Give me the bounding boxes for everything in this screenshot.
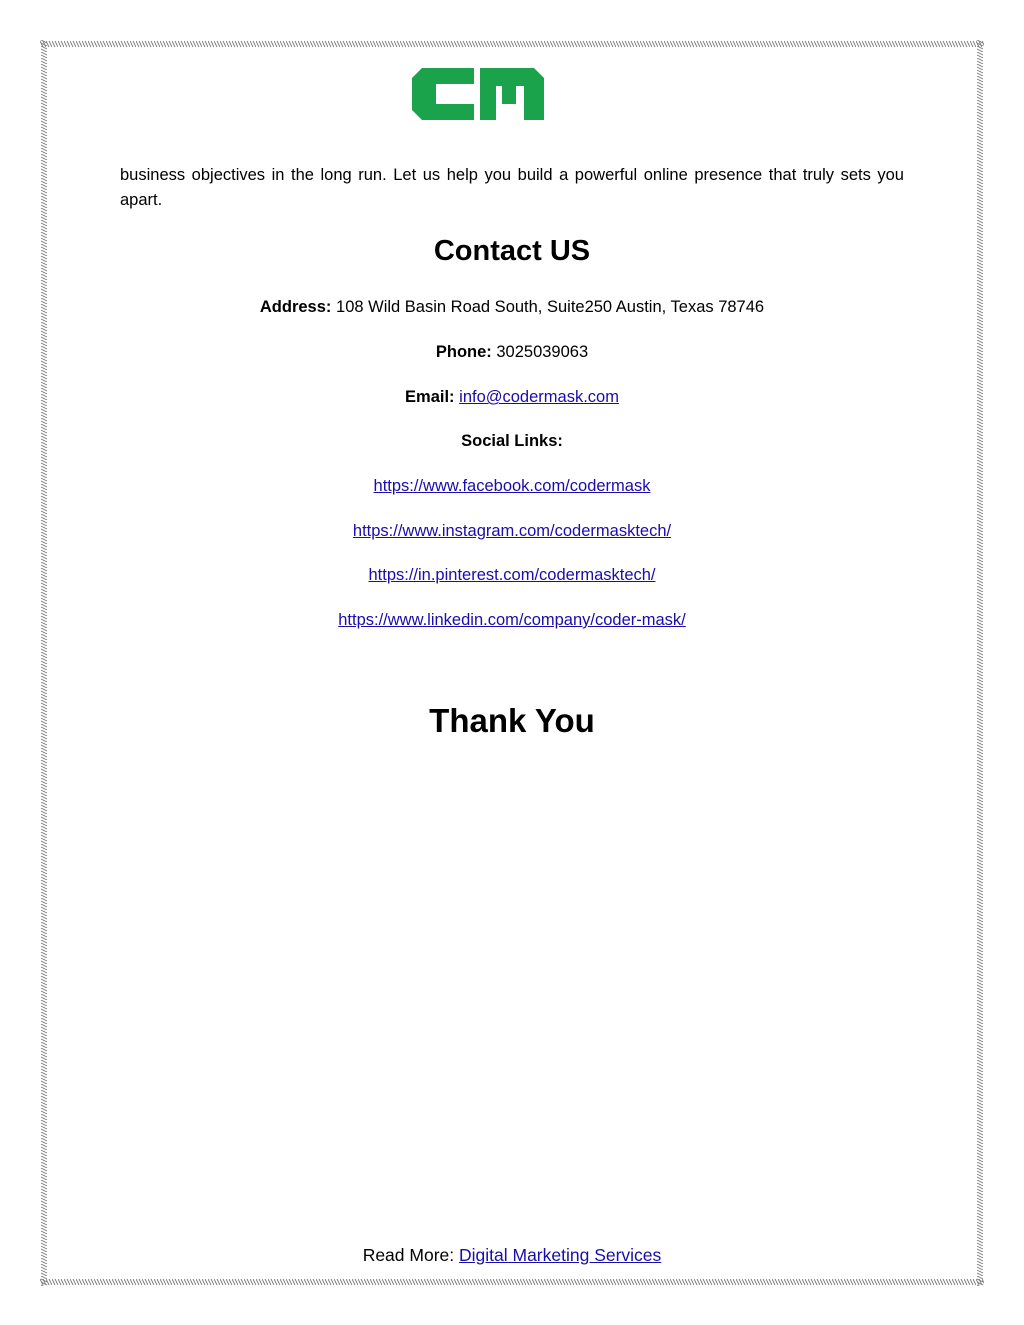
address-line bbox=[0, 296, 1024, 318]
read-more-line bbox=[0, 1243, 1024, 1267]
facebook-link[interactable]: https://www.facebook.com/codermask bbox=[373, 477, 651, 495]
social-links-label: Social Links: bbox=[461, 432, 563, 450]
social-links-label-line bbox=[0, 430, 1024, 452]
email-link[interactable]: info@codermask.com bbox=[459, 388, 619, 406]
instagram-link[interactable]: https://www.instagram.com/codermasktech/ bbox=[352, 522, 672, 540]
contact-heading: Contact US bbox=[433, 235, 591, 267]
digital-marketing-services-link[interactable]: Digital Marketing Services bbox=[459, 1245, 662, 1265]
border-right bbox=[976, 40, 984, 1286]
instagram-line bbox=[0, 520, 1024, 542]
email-label: Email: bbox=[405, 388, 455, 406]
linkedin-line bbox=[0, 609, 1024, 631]
read-more-label: Read More: bbox=[362, 1245, 455, 1265]
address-value: 108 Wild Basin Road South, Suite250 Austin, Texas 78746 bbox=[336, 298, 765, 316]
thank-you-heading: Thank You bbox=[429, 702, 595, 739]
pinterest-line bbox=[0, 564, 1024, 586]
border-left bbox=[40, 40, 48, 1286]
linkedin-link[interactable]: https://www.linkedin.com/company/coder-mask/ bbox=[338, 611, 686, 629]
codermask-logo bbox=[410, 64, 546, 124]
email-line bbox=[0, 386, 1024, 408]
phone-value: 3025039063 bbox=[496, 343, 589, 361]
pinterest-link[interactable]: https://in.pinterest.com/codermasktech/ bbox=[368, 566, 656, 584]
border-bottom bbox=[40, 1278, 984, 1286]
page-border bbox=[40, 40, 984, 1286]
phone-line bbox=[0, 341, 1024, 363]
border-top bbox=[40, 40, 984, 48]
address-label: Address: bbox=[259, 298, 332, 316]
intro-paragraph: business objectives in the long run. Let us help you build a powerful online presence that truly sets you apart. bbox=[120, 166, 904, 209]
facebook-line bbox=[0, 475, 1024, 497]
phone-label: Phone: bbox=[435, 343, 492, 361]
